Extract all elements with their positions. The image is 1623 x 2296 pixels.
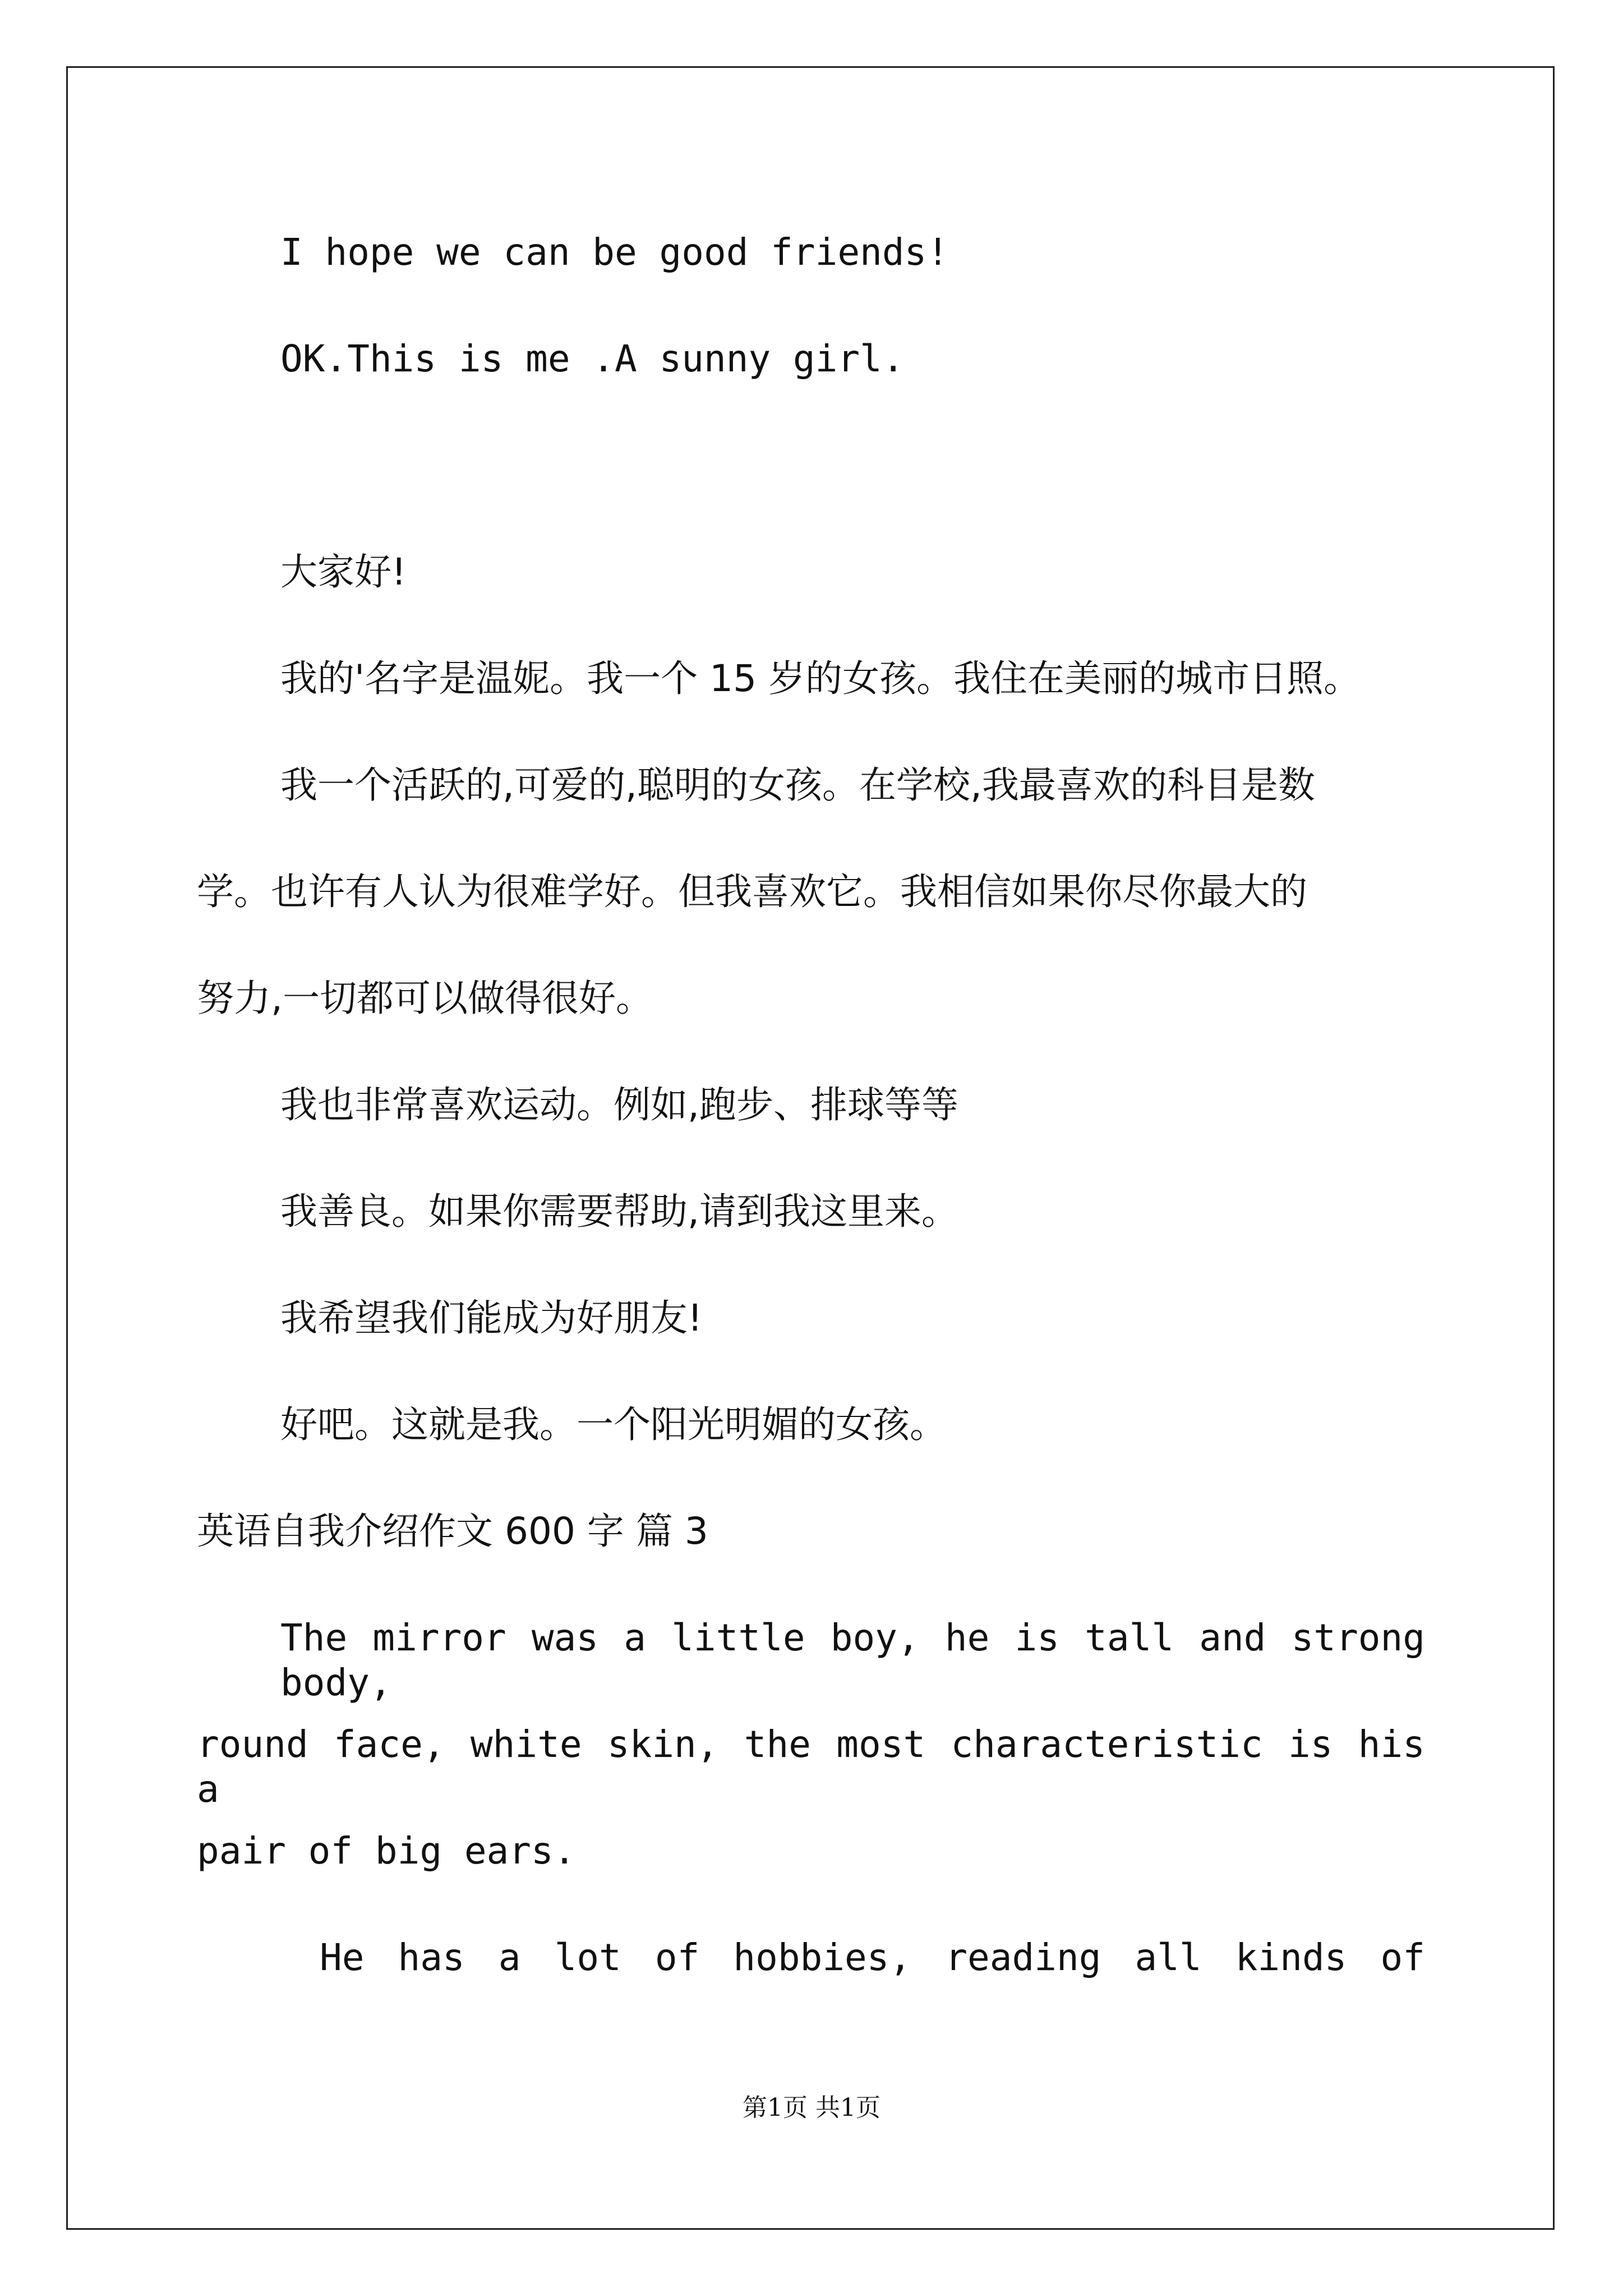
paragraph-line: round face, white skin, the most characteristic is his a (197, 1723, 1425, 1811)
paragraph-line: I hope we can be good friends! (280, 231, 949, 274)
page-footer: 第1页 共1页 (743, 2093, 880, 2122)
paragraph-line: pair of big ears. (197, 1829, 576, 1872)
paragraph-line: 我也非常喜欢运动。例如,跑步、排球等等 (280, 1083, 958, 1126)
paragraph-line: 我一个活跃的,可爱的,聪明的女孩。在学校,我最喜欢的科目是数 (280, 763, 1315, 807)
paragraph-line: 我希望我们能成为好朋友! (280, 1296, 703, 1340)
paragraph-line: 学。也许有人认为很难学好。但我喜欢它。我相信如果你尽你最大的 (197, 870, 1307, 913)
paragraph-line: 我的'名字是温妮。我一个 15 岁的女孩。我住在美丽的城市日照。 (280, 657, 1361, 700)
paragraph-line: 我善良。如果你需要帮助,请到我这里来。 (280, 1190, 958, 1233)
paragraph-line: 努力,一切都可以做得很好。 (197, 977, 653, 1020)
paragraph-line: The mirror was a little boy, he is tall and strong body, (280, 1616, 1425, 1704)
paragraph-line: He has a lot of hobbies, reading all kinds of (320, 1936, 1425, 1979)
paragraph-line: 大家好! (280, 550, 407, 593)
page-border (66, 66, 1555, 2230)
paragraph-line: 好吧。这就是我。一个阳光明媚的女孩。 (280, 1403, 947, 1446)
section-heading: 英语自我介绍作文 600 字 篇 3 (197, 1510, 708, 1553)
paragraph-line: OK.This is me .A sunny girl. (280, 337, 905, 380)
